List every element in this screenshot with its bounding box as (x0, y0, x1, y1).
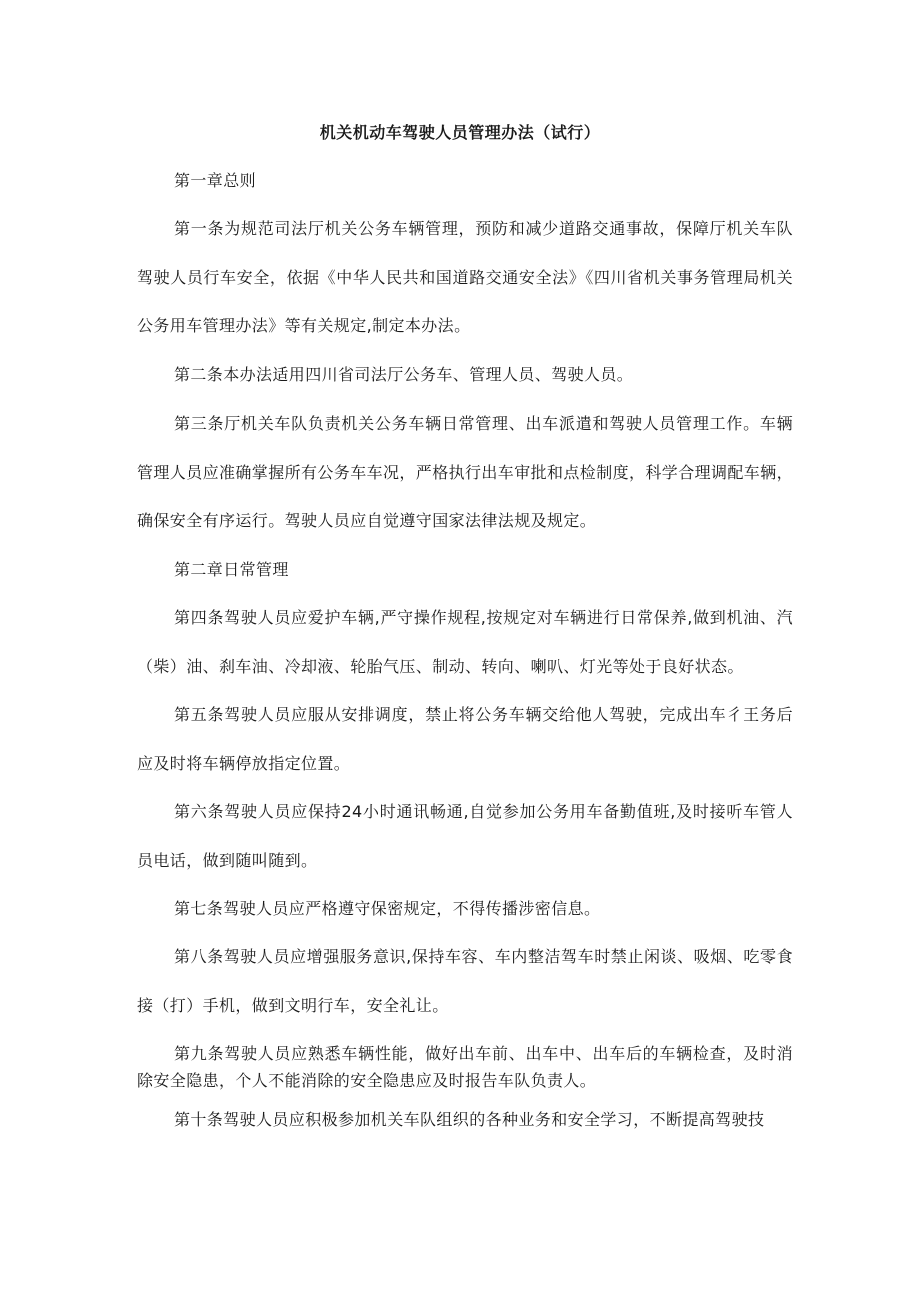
article-paragraph: 第三条厅机关车队负责机关公务车辆日常管理、出车派遣和驾驶人员管理工作。车辆管理人员应准确掌握所有公务车车况，严格执行出车审批和点检制度，科学合理调配车辆，确保安全有序运行。驾驶人员应自觉遵守国家法律法规及规定。 (137, 414, 794, 530)
article-paragraph: 第一条为规范司法厅机关公务车辆管理，预防和减少道路交通事故，保障厅机关车队驾驶人员行车安全，依据《中华人民共和国道路交通安全法》《四川省机关事务管理局机关公务用车管理办法》等有关规定,制定本办法。 (137, 219, 793, 335)
document-title: 机关机动车驾驶人员管理办法（试行） (319, 123, 601, 142)
article-paragraph: 第九条驾驶人员应熟悉车辆性能，做好出车前、出车中、出车后的车辆检查，及时消除安全隐患，个人不能消除的安全隐患应及时报告车队负责人。 (137, 1044, 793, 1090)
article-paragraph: 第二条本办法适用四川省司法厅公务车、管理人员、驾驶人员。 (174, 365, 634, 384)
chapter-heading: 第二章日常管理 (174, 560, 289, 579)
chapter-heading: 第一章总则 (174, 171, 257, 190)
article-paragraph: 第五条驾驶人员应服从安排调度，禁止将公务车辆交给他人驾驶，完成出车彳王务后应及时将车辆停放指定位置。 (137, 705, 793, 773)
article-paragraph: 第六条驾驶人员应保持24小时通讯畅通,自觉参加公务用车备勤值班,及时接听车管人员电话，做到随叫随到。 (137, 802, 793, 870)
article-paragraph: 第八条驾驶人员应增强服务意识,保持车容、车内整洁驾车时禁止闲谈、吸烟、吃零食接（打）手机，做到文明行车，安全礼让。 (137, 947, 793, 1015)
article-paragraph: 第四条驾驶人员应爱护车辆,严守操作规程,按规定对车辆进行日常保养,做到机油、汽（柴）油、刹车油、冷却液、轮胎气压、制动、转向、喇叭、灯光等处于良好状态。 (137, 608, 793, 676)
article-paragraph: 第十条驾驶人员应积极参加机关车队组织的各种业务和安全学习，不断提高驾驶技 (174, 1110, 765, 1129)
article-paragraph: 第七条驾驶人员应严格遵守保密规定，不得传播涉密信息。 (174, 899, 601, 918)
